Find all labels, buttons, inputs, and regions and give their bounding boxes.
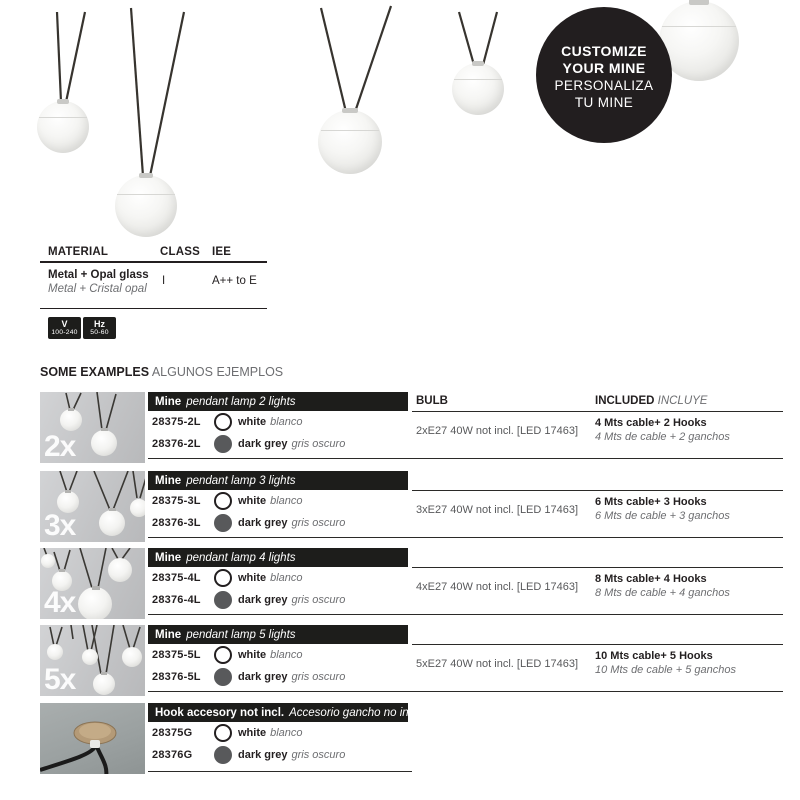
bulb-spec: 2xE27 40W not incl. [LED 17463] xyxy=(416,425,579,437)
row-title-bar xyxy=(148,625,408,644)
frequency-badge xyxy=(83,317,116,339)
color-name-en: white xyxy=(238,416,267,428)
color-name-es: gris oscuro xyxy=(291,749,346,761)
badge-line: TU MINE xyxy=(574,95,634,110)
divider xyxy=(40,261,267,263)
color-swatch-dark-grey-icon xyxy=(214,591,232,609)
variant-dark-grey xyxy=(152,436,345,452)
pendant-lamp-photo xyxy=(452,63,504,115)
included-es: 10 Mts de cable + 5 ganchos xyxy=(595,664,736,676)
column-header-included xyxy=(595,395,707,407)
bulb-spec: 5xE27 40W not incl. [LED 17463] xyxy=(416,658,579,670)
product-row-5-lights xyxy=(0,625,800,698)
column-header-included-en: INCLUDED xyxy=(595,395,655,407)
product-name: Mine xyxy=(155,474,182,487)
product-thumbnail-hook xyxy=(40,703,145,774)
color-name-en: dark grey xyxy=(238,749,288,761)
color-name-en: dark grey xyxy=(238,671,288,683)
color-name-en: white xyxy=(238,727,267,739)
included-en: 8 Mts cable+ 4 Hooks xyxy=(595,573,707,585)
spec-col-iee: IEE xyxy=(212,246,232,258)
badge-line: YOUR MINE xyxy=(562,60,646,76)
quantity-label: 5x xyxy=(44,663,76,696)
product-thumbnail-5x xyxy=(40,625,145,696)
color-swatch-white-icon xyxy=(214,724,232,742)
color-name-en: dark grey xyxy=(238,517,288,529)
product-name: Mine xyxy=(155,551,182,564)
color-name-es: gris oscuro xyxy=(291,438,346,450)
row-title-bar xyxy=(148,471,408,490)
product-row-3-lights xyxy=(0,471,800,544)
included-es: 6 Mts de cable + 3 ganchos xyxy=(595,510,730,522)
pendant-lamp-photo xyxy=(115,175,177,237)
color-name-es: gris oscuro xyxy=(291,517,346,529)
pendant-lamp-photo xyxy=(318,110,382,174)
divider xyxy=(40,308,267,309)
badge-line: PERSONALIZA xyxy=(554,78,654,93)
included-en: 10 Mts cable+ 5 Hooks xyxy=(595,650,713,662)
color-swatch-dark-grey-icon xyxy=(214,746,232,764)
color-name-es: blanco xyxy=(270,649,303,661)
color-swatch-white-icon xyxy=(214,413,232,431)
product-subtitle: pendant lamp 2 lights xyxy=(186,395,296,408)
voltage-label: V xyxy=(61,319,68,329)
color-name-en: white xyxy=(238,572,267,584)
customize-badge xyxy=(536,7,672,143)
variant-dark-grey xyxy=(152,515,345,531)
examples-heading xyxy=(40,365,283,379)
color-name-en: white xyxy=(238,495,267,507)
pendant-lamp-photo xyxy=(37,101,89,153)
divider xyxy=(148,537,783,538)
color-name-en: white xyxy=(238,649,267,661)
quantity-label: 4x xyxy=(44,586,76,619)
material-value-en: Metal + Opal glass xyxy=(48,269,149,281)
divider xyxy=(412,644,783,645)
included-es: 8 Mts de cable + 4 ganchos xyxy=(595,587,730,599)
product-thumbnail-4x xyxy=(40,548,145,619)
variant-white xyxy=(152,647,303,663)
variant-dark-grey xyxy=(152,592,345,608)
color-name-es: blanco xyxy=(270,727,303,739)
voltage-value: 100-240 xyxy=(51,329,78,336)
product-subtitle: pendant lamp 3 lights xyxy=(186,474,296,487)
examples-heading-es: ALGUNOS EJEMPLOS xyxy=(151,365,284,379)
color-name-es: blanco xyxy=(270,416,303,428)
included-es: 4 Mts de cable + 2 ganchos xyxy=(595,431,730,443)
product-code: 28376-2L xyxy=(152,438,201,450)
divider xyxy=(148,691,783,692)
column-header-bulb: BULB xyxy=(416,395,448,407)
color-name-en: dark grey xyxy=(238,438,288,450)
divider xyxy=(412,567,783,568)
product-name: Mine xyxy=(155,395,182,408)
frequency-label: Hz xyxy=(94,319,105,329)
product-code: 28376-4L xyxy=(152,594,201,606)
bulb-spec: 3xE27 40W not incl. [LED 17463] xyxy=(416,504,579,516)
color-swatch-white-icon xyxy=(214,569,232,587)
quantity-label: 2x xyxy=(44,430,76,463)
product-code: 28375G xyxy=(152,727,193,739)
badge-line: CUSTOMIZE xyxy=(561,43,647,59)
product-thumbnail-2x xyxy=(40,392,145,463)
variant-white xyxy=(152,570,303,586)
row-title-bar xyxy=(148,548,408,567)
product-subtitle: pendant lamp 5 lights xyxy=(186,628,296,641)
column-header-included-es: INCLUYE xyxy=(657,395,708,407)
product-code: 28375-3L xyxy=(152,495,201,507)
color-name-es: blanco xyxy=(270,495,303,507)
examples-heading-en: SOME EXAMPLES xyxy=(40,365,150,379)
iee-value: A++ to E xyxy=(212,275,257,287)
frequency-value: 50-60 xyxy=(90,329,109,336)
product-name: Hook accesory not incl. xyxy=(155,706,285,719)
color-name-es: gris oscuro xyxy=(291,671,346,683)
product-thumbnail-3x xyxy=(40,471,145,542)
variant-white xyxy=(152,725,303,741)
color-swatch-white-icon xyxy=(214,646,232,664)
color-name-es: blanco xyxy=(270,572,303,584)
product-row-2-lights xyxy=(0,392,800,465)
variant-white xyxy=(152,414,303,430)
product-subtitle: pendant lamp 4 lights xyxy=(186,551,296,564)
product-row-4-lights xyxy=(0,548,800,621)
product-row-hook-accessory xyxy=(0,703,800,776)
included-en: 6 Mts cable+ 3 Hooks xyxy=(595,496,707,508)
color-name-es: gris oscuro xyxy=(291,594,346,606)
product-code: 28376G xyxy=(152,749,193,761)
bulb-spec: 4xE27 40W not incl. [LED 17463] xyxy=(416,581,579,593)
color-swatch-dark-grey-icon xyxy=(214,668,232,686)
row-title-bar xyxy=(148,703,421,722)
product-code: 28375-2L xyxy=(152,416,201,428)
color-name-en: dark grey xyxy=(238,594,288,606)
divider xyxy=(412,411,783,412)
product-code: 28375-4L xyxy=(152,572,201,584)
spec-col-class: CLASS xyxy=(160,246,200,258)
divider xyxy=(148,458,783,459)
product-code: 28375-5L xyxy=(152,649,201,661)
product-subtitle: Accesorio gancho no incl. xyxy=(289,706,421,719)
variant-dark-grey xyxy=(152,747,345,763)
color-swatch-white-icon xyxy=(214,492,232,510)
row-title-bar xyxy=(148,392,408,411)
included-en: 4 Mts cable+ 2 Hooks xyxy=(595,417,707,429)
spec-col-material: MATERIAL xyxy=(48,246,109,258)
divider xyxy=(412,490,783,491)
product-code: 28376-3L xyxy=(152,517,201,529)
divider xyxy=(148,614,783,615)
material-value-es: Metal + Cristal opal xyxy=(48,283,147,295)
voltage-badge xyxy=(48,317,81,339)
product-name: Mine xyxy=(155,628,182,641)
color-swatch-dark-grey-icon xyxy=(214,514,232,532)
product-code: 28376-5L xyxy=(152,671,201,683)
quantity-label: 3x xyxy=(44,509,76,542)
divider xyxy=(148,771,412,772)
variant-white xyxy=(152,493,303,509)
variant-dark-grey xyxy=(152,669,345,685)
color-swatch-dark-grey-icon xyxy=(214,435,232,453)
class-value: I xyxy=(162,275,166,287)
